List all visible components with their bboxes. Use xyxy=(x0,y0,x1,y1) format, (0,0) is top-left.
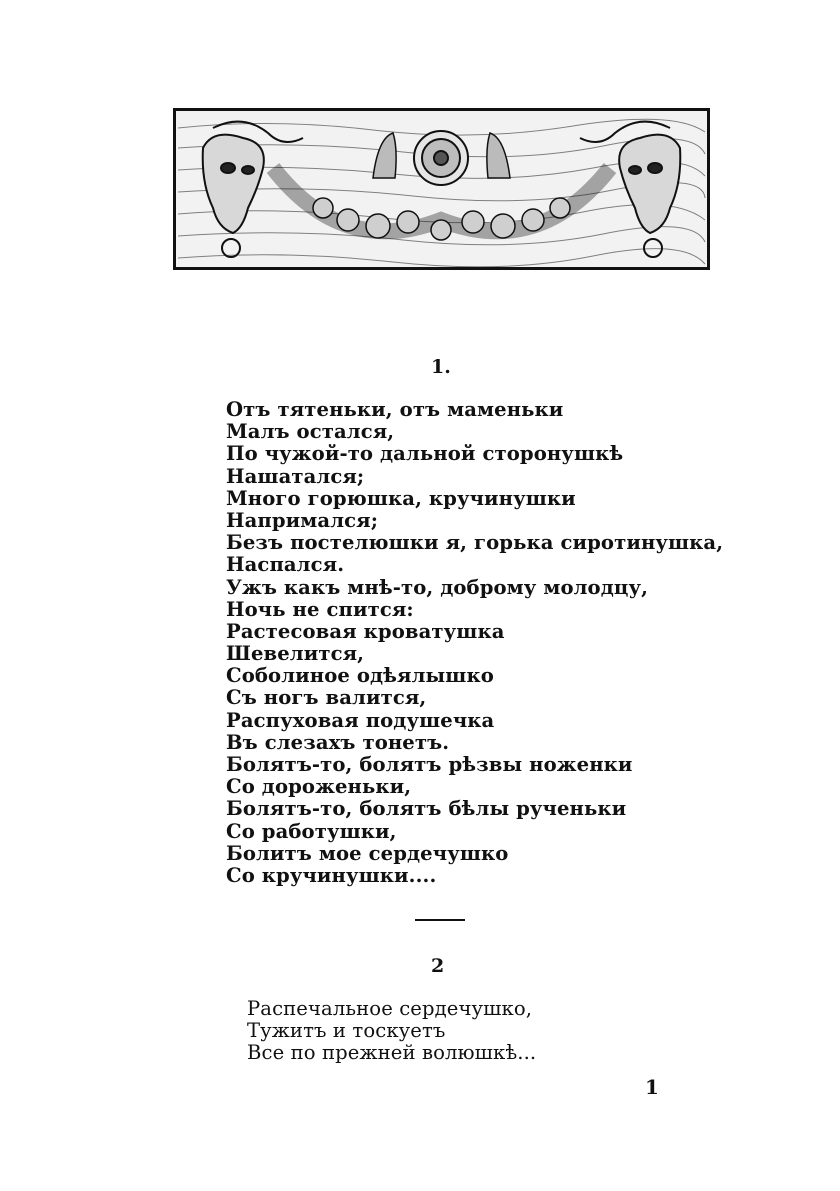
poem-line: Распечальное сердечушко, xyxy=(247,997,533,1020)
poem-line: Болятъ-то, болятъ рѣзвы ноженки xyxy=(226,753,633,776)
poem-line: Со работушки, xyxy=(226,819,397,843)
poem-line: Малъ остался, xyxy=(226,420,395,444)
poem-line: Тужитъ и тоскуетъ xyxy=(247,1019,446,1043)
poem-line: Со кручинушки.... xyxy=(226,863,437,887)
poem-line: Безъ постелюшки я, горька сиротинушка, xyxy=(226,531,724,555)
poem-line: Ночь не спится: xyxy=(226,597,414,621)
page-number: 1 xyxy=(645,1075,659,1099)
poem-line: Соболиное одѣялышко xyxy=(226,664,494,688)
poem-line: Отъ тятеньки, отъ маменьки xyxy=(226,398,564,421)
poem-line: Все по прежней волюшкѣ... xyxy=(247,1041,537,1065)
poem-line: Шевелится, xyxy=(226,642,365,666)
poem-line: По чужой-то дальной сторонушкѣ xyxy=(226,442,624,466)
poem-2 xyxy=(247,998,536,1065)
section-divider xyxy=(415,919,465,921)
poem-line: Ужъ какъ мнѣ-то, доброму молодцу, xyxy=(226,575,649,599)
poem-line: Со дороженьки, xyxy=(226,775,412,799)
poem-line: Много горюшка, кручинушки xyxy=(226,486,576,510)
poem-line: Распуховая подушечка xyxy=(226,708,495,732)
poem-1 xyxy=(226,399,723,887)
poem-line: Въ слезахъ тонетъ. xyxy=(226,730,450,754)
poem-line: Нашатался; xyxy=(226,464,365,488)
poem-line: Напримался; xyxy=(226,508,379,532)
poem-line: Растесовая кроватушка xyxy=(226,619,505,643)
poem-line: Наспался. xyxy=(226,553,345,577)
headpiece-ornament xyxy=(173,108,710,270)
section-number-2: 2 xyxy=(431,955,445,977)
section-number-1: 1. xyxy=(431,356,451,378)
poem-line: Болятъ-то, болятъ бѣлы рученьки xyxy=(226,797,627,821)
poem-line: Съ ногъ валится, xyxy=(226,686,427,710)
poem-line: Болитъ мое сердечушко xyxy=(226,841,509,865)
